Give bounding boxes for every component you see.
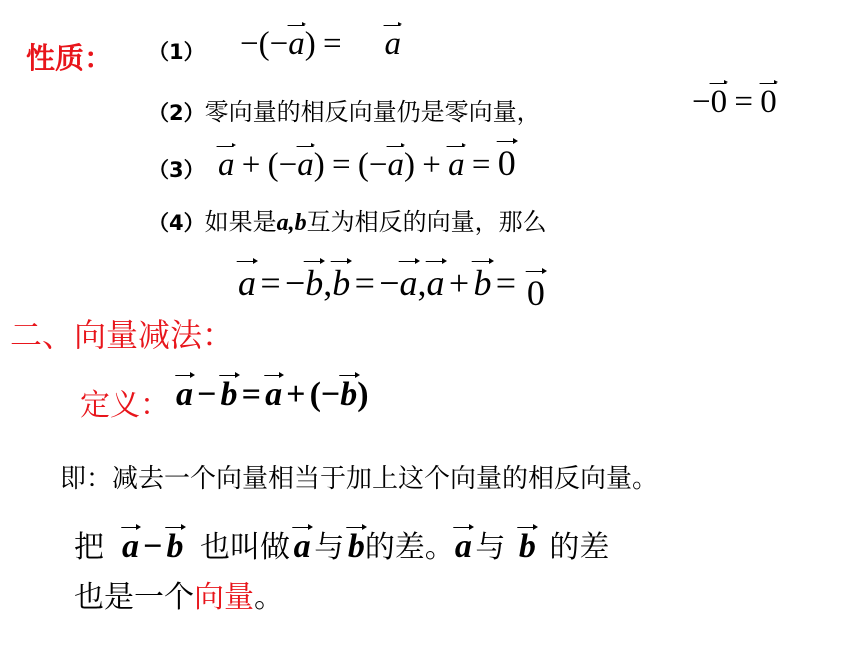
vector-a: a — [218, 147, 235, 183]
property-4-vars: a,b — [276, 210, 307, 236]
property-4 — [148, 202, 547, 237]
equals-sign: = — [495, 263, 517, 303]
vector-b: b — [347, 528, 365, 565]
vector-a: a — [399, 263, 418, 303]
comma: , — [417, 263, 427, 303]
equals-sign: = — [323, 26, 342, 62]
plus-sign: + — [448, 263, 470, 303]
equals-sign: = — [734, 84, 753, 120]
difference-expression — [122, 528, 184, 565]
difference-with: 与 — [314, 530, 345, 565]
plus-sign: + — [286, 376, 306, 413]
minus-sign: − — [269, 26, 289, 62]
difference-line-2 — [74, 572, 284, 616]
vector-b: b — [220, 376, 238, 413]
vector-b: b — [340, 376, 358, 413]
property-2-text: 零向量的相反向量仍是零向量， — [204, 98, 541, 126]
vector-b: b — [166, 528, 184, 565]
vector-a: a — [238, 263, 256, 303]
vector-a: a — [384, 26, 402, 62]
difference-called: 也叫做 — [200, 530, 291, 565]
minus-sign: − — [320, 376, 341, 413]
vector-b: b — [332, 263, 351, 303]
minus-sign: − — [284, 263, 306, 303]
equals-sign: = — [471, 147, 491, 183]
vector-b: b — [473, 263, 492, 303]
property-4-formula — [238, 262, 545, 313]
property-2-label: （2） — [148, 101, 205, 125]
vector-b: b — [305, 263, 324, 303]
vector-a: a — [448, 147, 465, 183]
vector-a: a — [387, 147, 404, 183]
property-3-label: （3） — [148, 158, 205, 182]
left-paren: ( — [357, 147, 369, 183]
vector-a: a — [288, 26, 305, 62]
plus-sign: + — [241, 147, 261, 183]
minus-sign: − — [692, 84, 711, 120]
equals-sign: = — [332, 147, 351, 183]
explanation-text: 即：减去一个向量相当于加上这个向量的相反向量。 — [60, 464, 659, 494]
minus-sign: − — [379, 263, 400, 303]
property-4-label: （4） — [148, 211, 205, 235]
property-1-label: （1） — [148, 40, 205, 64]
property-4-text-after: 互为相反的向量，那么 — [306, 208, 547, 236]
property-4-text-before: 如果是 — [204, 208, 277, 236]
equals-sign: = — [354, 263, 375, 303]
left-paren: ( — [267, 147, 279, 183]
minus-sign: − — [143, 528, 163, 565]
zero-vector: 0 — [497, 143, 516, 183]
vector-a: a — [122, 528, 139, 565]
zero-vector: 0 — [710, 84, 728, 120]
difference-line-1 — [74, 522, 609, 566]
vector-a: a — [176, 376, 193, 413]
vector-a: a — [293, 528, 311, 565]
left-paren: ( — [258, 26, 270, 62]
difference-with-2: 与 — [475, 530, 506, 565]
minus-sign: − — [240, 26, 259, 62]
plus-sign: + — [422, 147, 441, 183]
difference-line-2-end: 。 — [254, 580, 284, 615]
minus-sign: − — [197, 376, 217, 413]
left-paren: ( — [309, 376, 321, 413]
minus-sign: − — [368, 147, 388, 183]
difference-of: 的差。 — [364, 530, 455, 565]
vector-b: b — [518, 528, 536, 565]
right-paren: ) — [304, 26, 316, 62]
section-2-heading: 二、向量减法： — [10, 316, 235, 354]
right-paren: ) — [313, 147, 325, 183]
definition-label: 定义： — [80, 388, 170, 423]
properties-heading: 性质： — [26, 41, 114, 75]
difference-line-2-prefix: 也是一个 — [74, 580, 194, 615]
zero-vector: 0 — [760, 84, 777, 120]
definition-formula — [176, 376, 369, 414]
equals-sign: = — [260, 263, 281, 303]
difference-prefix: 把 — [74, 530, 104, 565]
property-2 — [148, 92, 541, 127]
vector-highlight: 向量 — [194, 580, 254, 615]
property-1-formula — [240, 26, 401, 63]
property-2-formula — [692, 84, 777, 121]
vector-a: a — [426, 263, 445, 303]
comma: , — [323, 263, 333, 303]
right-paren: ) — [404, 147, 415, 183]
zero-vector: 0 — [526, 273, 545, 313]
vector-a: a — [265, 376, 283, 413]
right-paren: ) — [357, 376, 369, 413]
difference-of-2: 的差 — [549, 530, 610, 565]
equals-sign: = — [241, 376, 261, 413]
property-3-formula — [218, 142, 516, 184]
minus-sign: − — [278, 147, 298, 183]
vector-a: a — [454, 528, 472, 565]
vector-a: a — [297, 147, 314, 183]
